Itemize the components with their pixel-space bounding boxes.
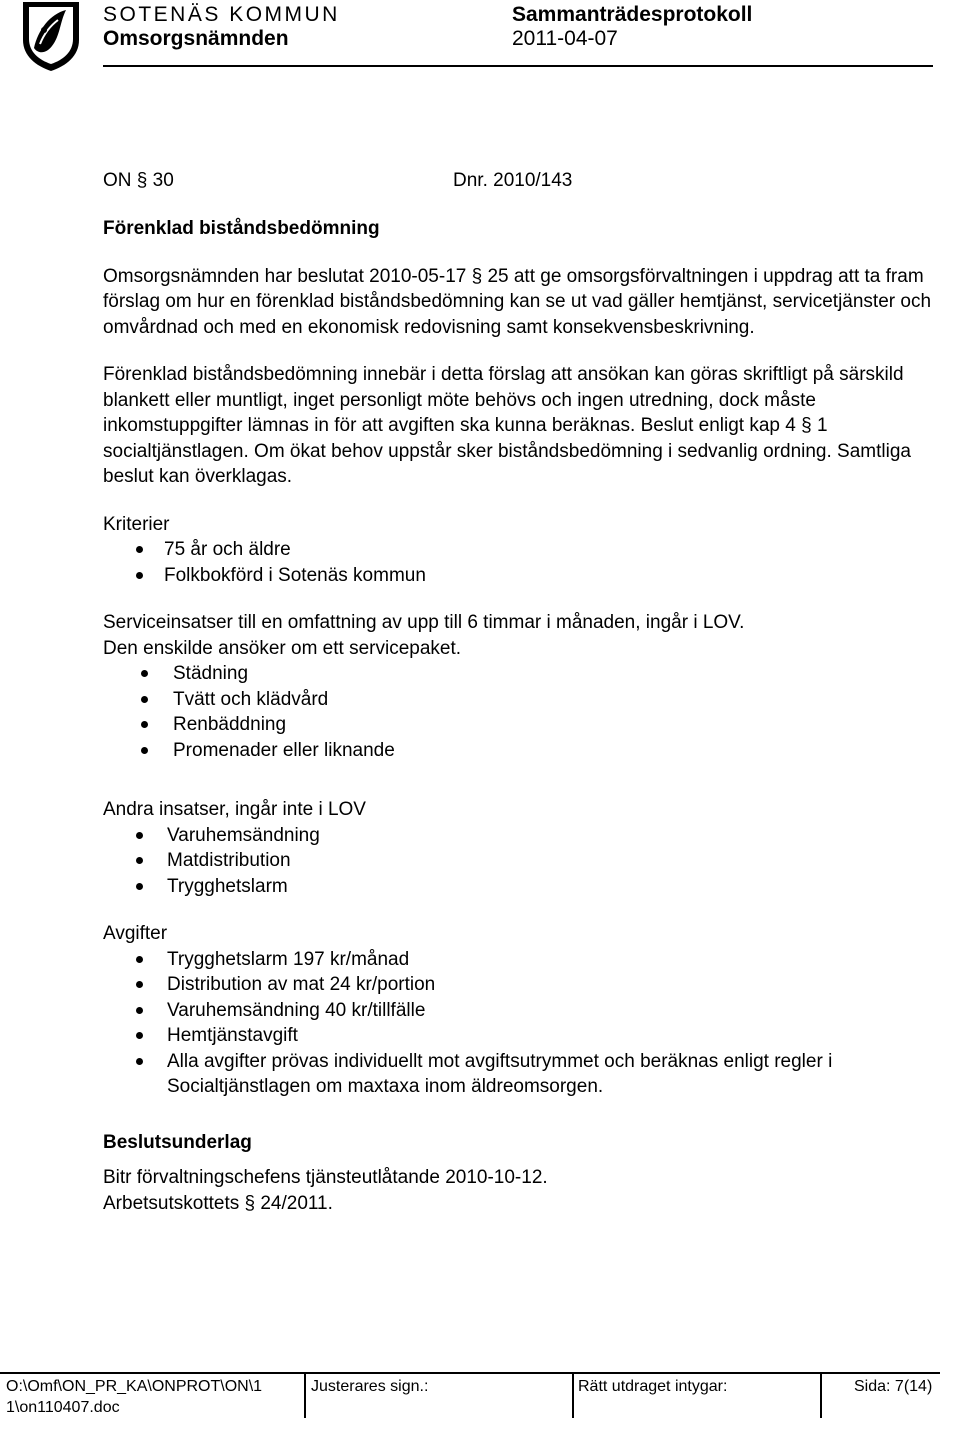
case-number: Dnr. 2010/143 [453,170,573,191]
list-item: Promenader eller liknande [103,738,933,764]
list-item: Tvätt och klädvård [103,687,933,713]
list-item: Hemtjänstavgift [103,1023,933,1049]
service-line-2: Den enskilde ansöker om ett servicepaket. [103,637,462,659]
other-services-list [103,823,933,900]
list-item: Alla avgifter prövas individuellt mot avgiftsutrymmet och beräknas enligt regler i Socialtjänstlagen om maxtaxa inom äldreomsorgen. [103,1049,933,1100]
meeting-date: 2011-04-07 [512,27,618,50]
criteria-heading: Kriterier [103,513,170,535]
list-item: 75 år och äldre [103,537,933,563]
municipal-crest-logo [20,0,82,72]
list-item: Varuhemsändning 40 kr/tillfälle [103,998,933,1024]
list-item: Renbäddning [103,712,933,738]
header-divider [103,65,933,67]
list-item: Trygghetslarm [103,874,933,900]
list-item: Folkbokförd i Sotenäs kommun [103,563,933,589]
page-number: Sida: 7(14) [854,1378,933,1395]
criteria-list [103,537,933,588]
reference-line [103,168,933,194]
page-header [0,0,960,72]
list-item: Distribution av mat 24 kr/portion [103,972,933,998]
file-path: O:\Omf\ON_PR_KA\ONPROT\ON\1 1\on110407.doc [6,1378,263,1416]
paragraph-number: ON § 30 [103,170,174,191]
basis-line-2: Arbetsutskottets § 24/2011. [103,1192,333,1214]
fees-list [103,947,933,1100]
item-title: Förenklad biståndsbedömning [103,218,380,239]
other-services-heading: Andra insatser, ingår inte i LOV [103,799,366,820]
certified-extract-label: Rätt utdraget intygar: [578,1378,728,1395]
footer-divider [0,1372,940,1374]
adjuster-signature-label: Justerares sign.: [311,1378,429,1395]
basis-line-1: Bitr förvaltningschefens tjänsteutlåtande 2010-10-12. [103,1167,548,1188]
service-line-1: Serviceinsatser till en omfattning av upp till 6 timmar i månaden, ingår i LOV. [103,612,745,633]
committee-name: Omsorgsnämnden [103,27,289,50]
intro-paragraph: Omsorgsnämnden har beslutat 2010-05-17 § 25 att ge omsorgsförvaltningen i uppdrag att ta fram förslag om hur en förenklad biståndsbedömning kan se ut vad gäller hemtjänst, servicetjänster och omvårdnad och med en ekonomisk redovisning samt konsekvensbeskrivning. [103,265,932,338]
list-item: Trygghetslarm 197 kr/månad [103,947,933,973]
municipality-name: SOTENÄS KOMMUN [103,3,340,26]
fees-heading: Avgifter [103,923,168,944]
footer-separator [820,1372,822,1418]
footer-separator [572,1372,574,1418]
list-item: Matdistribution [103,848,933,874]
page-footer [0,1372,960,1432]
list-item: Varuhemsändning [103,823,933,849]
basis-heading: Beslutsunderlag [103,1131,252,1153]
document-body [103,168,933,1216]
service-list [103,661,933,763]
document-type: Sammanträdesprotokoll [512,3,753,26]
list-item: Städning [103,661,933,687]
description-paragraph: Förenklad biståndsbedömning innebär i detta förslag att ansökan kan göras skriftligt på särskild blankett eller muntligt, inget personligt möte behövs och ingen utredning, dock måste inkomstuppgifter lämnas in för att avgiften ska kunna beräknas. Beslut enligt kap 4 § 1 socialtjänstlagen. Om ökat behov uppstår sker biståndsbedömning i sedvanlig ordning. Samtliga beslut kan överklagas. [103,364,911,487]
footer-separator [304,1372,306,1418]
